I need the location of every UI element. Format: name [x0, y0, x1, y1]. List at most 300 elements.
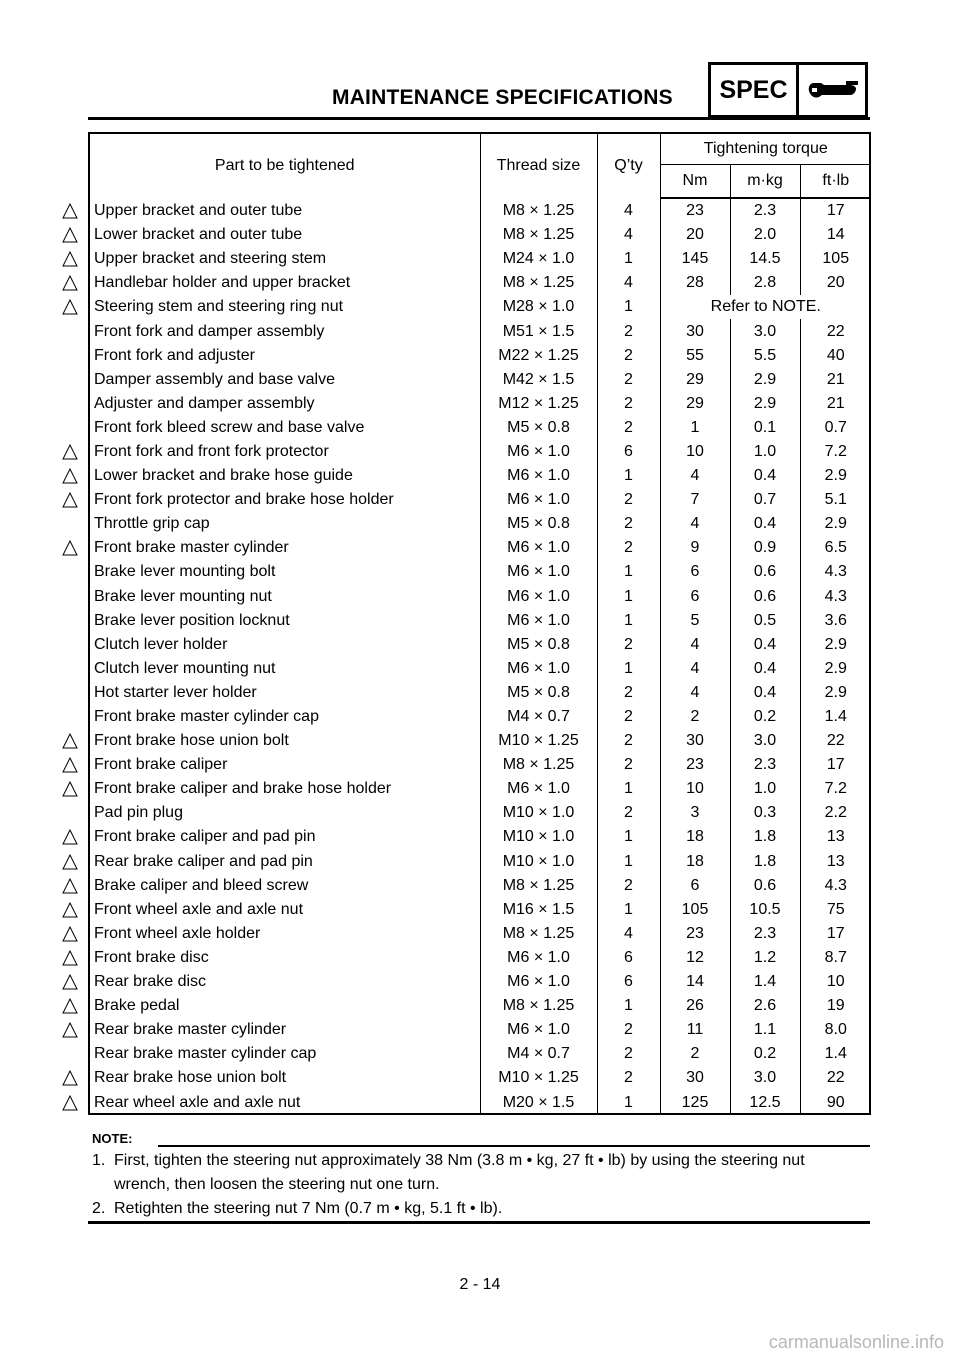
wrench-icon: [806, 73, 862, 109]
cell-nm: 30: [660, 319, 730, 343]
loctite-triangle-icon: [62, 203, 78, 219]
cell-nm: 55: [660, 344, 730, 368]
cell-qty: 1: [597, 657, 660, 681]
cell-nm: 6: [660, 585, 730, 609]
table-row: [90, 1066, 871, 1090]
cell-part: Front wheel axle holder: [94, 924, 261, 942]
cell-qty: 1: [597, 585, 660, 609]
table-row: [90, 681, 871, 705]
cell-ftlb: 13: [800, 825, 871, 849]
cell-ftlb: 2.9: [800, 681, 871, 705]
table-row: [90, 970, 871, 994]
cell-thread: M51 × 1.5: [480, 319, 597, 343]
cell-qty: 2: [597, 488, 660, 512]
cell-part: Front brake caliper and brake hose holder: [94, 780, 392, 798]
cell-qty: 2: [597, 681, 660, 705]
cell-mkg: 2.6: [730, 994, 800, 1018]
table-row: [90, 729, 871, 753]
cell-thread: M4 × 0.7: [480, 1042, 597, 1066]
cell-nm: 28: [660, 271, 730, 295]
cell-qty: 2: [597, 416, 660, 440]
cell-nm: 6: [660, 560, 730, 584]
cell-ftlb: 17: [800, 922, 871, 946]
table-row: [90, 1018, 871, 1042]
cell-part: Front brake master cylinder cap: [94, 708, 319, 726]
cell-mkg: 0.5: [730, 609, 800, 633]
cell-nm: 30: [660, 729, 730, 753]
cell-nm: 125: [660, 1090, 730, 1114]
cell-qty: 2: [597, 729, 660, 753]
cell-ftlb: 19: [800, 994, 871, 1018]
cell-mkg: 0.2: [730, 705, 800, 729]
cell-thread: M12 × 1.25: [480, 392, 597, 416]
loctite-triangle-icon: [62, 468, 78, 484]
loctite-triangle-icon: [62, 926, 78, 942]
cell-ftlb: 13: [800, 850, 871, 874]
cell-ftlb: 2.9: [800, 633, 871, 657]
cell-nm: 4: [660, 657, 730, 681]
loctite-triangle-icon: [62, 733, 78, 749]
cell-nm: 145: [660, 247, 730, 271]
table-row: [90, 247, 871, 271]
cell-ftlb: 6.5: [800, 536, 871, 560]
spec-label: SPEC: [711, 65, 799, 115]
col-header-qty: Q’ty: [597, 134, 660, 198]
cell-qty: 6: [597, 970, 660, 994]
cell-mkg: 2.9: [730, 368, 800, 392]
cell-mkg: 2.3: [730, 198, 800, 223]
cell-ftlb: 90: [800, 1090, 871, 1114]
cell-thread: M8 × 1.25: [480, 271, 597, 295]
note-text: wrench, then loosen the steering nut one turn.: [114, 1176, 440, 1193]
cell-mkg: 2.9: [730, 392, 800, 416]
col-header-ftlb: ft·lb: [800, 165, 871, 199]
cell-mkg: 0.6: [730, 874, 800, 898]
col-header-torque: Tightening torque: [660, 134, 871, 165]
cell-nm: 23: [660, 198, 730, 223]
cell-ftlb: 5.1: [800, 488, 871, 512]
cell-qty: 2: [597, 1018, 660, 1042]
cell-nm: 2: [660, 1042, 730, 1066]
table-row: [90, 1090, 871, 1114]
cell-qty: 6: [597, 946, 660, 970]
cell-part: Front fork bleed screw and base valve: [94, 418, 365, 436]
table-row: [90, 801, 871, 825]
cell-ftlb: 2.9: [800, 512, 871, 536]
loctite-triangle-icon: [62, 299, 78, 315]
cell-nm: 4: [660, 464, 730, 488]
loctite-triangle-icon: [62, 275, 78, 291]
cell-thread: M20 × 1.5: [480, 1090, 597, 1114]
cell-thread: M6 × 1.0: [480, 946, 597, 970]
cell-qty: 2: [597, 392, 660, 416]
cell-qty: 1: [597, 777, 660, 801]
cell-qty: 1: [597, 825, 660, 849]
cell-part: Rear brake caliper and pad pin: [94, 852, 313, 870]
cell-nm: 23: [660, 922, 730, 946]
table-row: [90, 777, 871, 801]
page-title: MAINTENANCE SPECIFICATIONS: [332, 86, 673, 109]
col-header-thread: Thread size: [480, 134, 597, 198]
cell-mkg: 0.4: [730, 681, 800, 705]
cell-thread: M6 × 1.0: [480, 488, 597, 512]
cell-qty: 2: [597, 1066, 660, 1090]
note-title: NOTE:: [92, 1131, 133, 1146]
table-row: [90, 271, 871, 295]
cell-qty: 1: [597, 898, 660, 922]
cell-thread: M8 × 1.25: [480, 223, 597, 247]
loctite-triangle-icon: [62, 540, 78, 556]
cell-part: Brake caliper and bleed screw: [94, 876, 309, 894]
cell-qty: 2: [597, 319, 660, 343]
cell-mkg: 0.1: [730, 416, 800, 440]
cell-part: Upper bracket and steering stem: [94, 250, 327, 268]
cell-thread: M6 × 1.0: [480, 464, 597, 488]
cell-qty: 1: [597, 560, 660, 584]
table-row: [90, 464, 871, 488]
cell-thread: M6 × 1.0: [480, 560, 597, 584]
table-row: [90, 368, 871, 392]
cell-qty: 2: [597, 368, 660, 392]
cell-nm: 5: [660, 609, 730, 633]
cell-ftlb: 22: [800, 729, 871, 753]
cell-mkg: 12.5: [730, 1090, 800, 1114]
cell-thread: M24 × 1.0: [480, 247, 597, 271]
cell-mkg: 0.4: [730, 657, 800, 681]
cell-part: Damper assembly and base valve: [94, 370, 336, 388]
cell-part: Lower bracket and outer tube: [94, 226, 303, 244]
cell-part: Front brake caliper: [94, 756, 228, 774]
table-row: [90, 753, 871, 777]
cell-qty: 2: [597, 753, 660, 777]
cell-thread: M42 × 1.5: [480, 368, 597, 392]
cell-mkg: 0.9: [730, 536, 800, 560]
cell-qty: 1: [597, 295, 660, 319]
cell-mkg: 2.0: [730, 223, 800, 247]
cell-part: Front wheel axle and axle nut: [94, 900, 304, 918]
cell-thread: M10 × 1.0: [480, 825, 597, 849]
table-row: [90, 295, 871, 319]
table-row: [90, 1042, 871, 1066]
torque-spec-table: [90, 134, 871, 1115]
cell-nm: 11: [660, 1018, 730, 1042]
cell-mkg: 2.8: [730, 271, 800, 295]
cell-mkg: 2.3: [730, 922, 800, 946]
cell-mkg: 1.0: [730, 777, 800, 801]
cell-qty: 1: [597, 247, 660, 271]
cell-mkg: 2.3: [730, 753, 800, 777]
cell-thread: M10 × 1.0: [480, 801, 597, 825]
cell-part: Adjuster and damper assembly: [94, 394, 315, 412]
cell-part: Front fork and adjuster: [94, 346, 255, 364]
table-row: [90, 946, 871, 970]
note-text: Retighten the steering nut 7 Nm (0.7 m • kg, 5.1 ft • lb).: [114, 1200, 503, 1217]
cell-thread: M10 × 1.0: [480, 850, 597, 874]
cell-part: Clutch lever holder: [94, 635, 228, 653]
note-text: First, tighten the steering nut approximately 38 Nm (3.8 m • kg, 27 ft • lb) by using the steering nut: [114, 1152, 805, 1169]
loctite-triangle-icon: [62, 829, 78, 845]
cell-ftlb: 21: [800, 392, 871, 416]
cell-qty: 2: [597, 344, 660, 368]
note-item: [92, 1173, 870, 1197]
table-row: [90, 440, 871, 464]
cell-qty: 2: [597, 705, 660, 729]
cell-nm: 4: [660, 681, 730, 705]
cell-part: Brake lever mounting bolt: [94, 563, 276, 581]
page-number: 2 - 14: [459, 1276, 501, 1293]
note-number: 2.: [92, 1200, 106, 1217]
cell-mkg: 10.5: [730, 898, 800, 922]
cell-mkg: 1.0: [730, 440, 800, 464]
cell-part: Throttle grip cap: [94, 515, 210, 533]
cell-part: Front brake master cylinder: [94, 539, 289, 557]
cell-ftlb: 4.3: [800, 874, 871, 898]
cell-thread: M8 × 1.25: [480, 922, 597, 946]
cell-mkg: 3.0: [730, 319, 800, 343]
table-row: [90, 898, 871, 922]
spec-badge: [708, 62, 868, 118]
loctite-triangle-icon: [62, 757, 78, 773]
table-row: [90, 488, 871, 512]
table-row: [90, 609, 871, 633]
cell-ftlb: 4.3: [800, 560, 871, 584]
cell-thread: M4 × 0.7: [480, 705, 597, 729]
cell-qty: 2: [597, 801, 660, 825]
cell-thread: M6 × 1.0: [480, 440, 597, 464]
cell-qty: 2: [597, 1042, 660, 1066]
cell-mkg: 0.2: [730, 1042, 800, 1066]
cell-ftlb: 7.2: [800, 777, 871, 801]
cell-ftlb: 10: [800, 970, 871, 994]
cell-nm: 2: [660, 705, 730, 729]
cell-qty: 1: [597, 1090, 660, 1114]
cell-nm: 18: [660, 825, 730, 849]
cell-mkg: 3.0: [730, 729, 800, 753]
table-row: [90, 825, 871, 849]
cell-part: Front brake hose union bolt: [94, 732, 289, 750]
cell-nm: 12: [660, 946, 730, 970]
cell-qty: 2: [597, 633, 660, 657]
cell-part: Rear brake master cylinder cap: [94, 1045, 317, 1063]
cell-ftlb: 17: [800, 753, 871, 777]
cell-mkg: 3.0: [730, 1066, 800, 1090]
cell-qty: 4: [597, 223, 660, 247]
table-row: [90, 536, 871, 560]
cell-mkg: 5.5: [730, 344, 800, 368]
cell-thread: M5 × 0.8: [480, 633, 597, 657]
table-row: [90, 319, 871, 343]
cell-ftlb: 3.6: [800, 609, 871, 633]
cell-part: Rear brake disc: [94, 973, 207, 991]
cell-thread: M5 × 0.8: [480, 681, 597, 705]
cell-thread: M6 × 1.0: [480, 777, 597, 801]
cell-ftlb: 8.7: [800, 946, 871, 970]
cell-part: Handlebar holder and upper bracket: [94, 274, 351, 292]
cell-mkg: 14.5: [730, 247, 800, 271]
table-row: [90, 657, 871, 681]
cell-qty: 1: [597, 994, 660, 1018]
loctite-triangle-icon: [62, 227, 78, 243]
table-row: [90, 560, 871, 584]
cell-part: Steering stem and steering ring nut: [94, 298, 344, 316]
loctite-triangle-icon: [62, 781, 78, 797]
cell-mkg: 1.8: [730, 850, 800, 874]
cell-ftlb: 2.9: [800, 657, 871, 681]
cell-thread: M10 × 1.25: [480, 1066, 597, 1090]
cell-nm: 26: [660, 994, 730, 1018]
cell-qty: 1: [597, 464, 660, 488]
cell-nm: 10: [660, 440, 730, 464]
cell-mkg: 0.6: [730, 560, 800, 584]
cell-part: Front brake caliper and pad pin: [94, 828, 316, 846]
note-number: 1.: [92, 1152, 106, 1169]
cell-nm: 4: [660, 512, 730, 536]
cell-qty: 4: [597, 198, 660, 223]
note-bottom-rule: [88, 1221, 870, 1224]
note-item: [92, 1197, 870, 1221]
loctite-triangle-icon: [62, 1022, 78, 1038]
cell-thread: M8 × 1.25: [480, 198, 597, 223]
cell-nm: 6: [660, 874, 730, 898]
cell-nm: 18: [660, 850, 730, 874]
table-row: [90, 223, 871, 247]
cell-nm: 29: [660, 392, 730, 416]
cell-part: Front fork and front fork protector: [94, 442, 329, 460]
loctite-triangle-icon: [62, 492, 78, 508]
cell-ftlb: 4.3: [800, 585, 871, 609]
table-row: [90, 512, 871, 536]
cell-nm: 30: [660, 1066, 730, 1090]
cell-part: Rear brake hose union bolt: [94, 1069, 287, 1087]
table-row: [90, 633, 871, 657]
cell-mkg: 1.8: [730, 825, 800, 849]
cell-qty: 2: [597, 536, 660, 560]
cell-ftlb: 1.4: [800, 705, 871, 729]
cell-ftlb: 105: [800, 247, 871, 271]
cell-qty: 6: [597, 440, 660, 464]
cell-mkg: 0.4: [730, 464, 800, 488]
cell-nm: 3: [660, 801, 730, 825]
cell-ftlb: 7.2: [800, 440, 871, 464]
table-row: [90, 850, 871, 874]
cell-part: Rear brake master cylinder: [94, 1021, 287, 1039]
table-row: [90, 416, 871, 440]
cell-part: Front fork protector and brake hose holder: [94, 491, 394, 509]
table-row: [90, 874, 871, 898]
table-row: [90, 344, 871, 368]
cell-thread: M22 × 1.25: [480, 344, 597, 368]
cell-part: Hot starter lever holder: [94, 683, 257, 701]
cell-thread: M8 × 1.25: [480, 874, 597, 898]
note-item: [92, 1149, 870, 1173]
cell-part: Brake lever mounting nut: [94, 587, 272, 605]
table-row: [90, 705, 871, 729]
loctite-triangle-icon: [62, 998, 78, 1014]
cell-mkg: 0.4: [730, 512, 800, 536]
cell-mkg: 1.2: [730, 946, 800, 970]
cell-thread: M16 × 1.5: [480, 898, 597, 922]
cell-qty: 2: [597, 512, 660, 536]
cell-mkg: 1.4: [730, 970, 800, 994]
cell-nm: 4: [660, 633, 730, 657]
cell-ftlb: 2.9: [800, 464, 871, 488]
cell-qty: 2: [597, 874, 660, 898]
cell-mkg: 0.4: [730, 633, 800, 657]
table-row: [90, 922, 871, 946]
cell-ftlb: 20: [800, 271, 871, 295]
cell-nm: 1: [660, 416, 730, 440]
cell-part: Clutch lever mounting nut: [94, 659, 276, 677]
cell-thread: M6 × 1.0: [480, 1018, 597, 1042]
cell-qty: 4: [597, 271, 660, 295]
table-row: [90, 994, 871, 1018]
cell-thread: M5 × 0.8: [480, 512, 597, 536]
cell-ftlb: 2.2: [800, 801, 871, 825]
cell-part: Brake pedal: [94, 997, 180, 1015]
cell-torque-note: Refer to NOTE.: [660, 295, 871, 319]
note-rule: [158, 1145, 870, 1147]
cell-thread: M6 × 1.0: [480, 657, 597, 681]
cell-nm: 20: [660, 223, 730, 247]
cell-thread: M28 × 1.0: [480, 295, 597, 319]
cell-part: Brake lever position locknut: [94, 611, 290, 629]
cell-thread: M6 × 1.0: [480, 585, 597, 609]
cell-qty: 1: [597, 609, 660, 633]
cell-nm: 7: [660, 488, 730, 512]
loctite-triangle-icon: [62, 950, 78, 966]
cell-part: Front brake disc: [94, 948, 209, 966]
cell-nm: 14: [660, 970, 730, 994]
cell-ftlb: 14: [800, 223, 871, 247]
cell-nm: 105: [660, 898, 730, 922]
loctite-triangle-icon: [62, 444, 78, 460]
loctite-triangle-icon: [62, 1070, 78, 1086]
cell-ftlb: 0.7: [800, 416, 871, 440]
cell-mkg: 0.3: [730, 801, 800, 825]
loctite-triangle-icon: [62, 251, 78, 267]
loctite-triangle-icon: [62, 1095, 78, 1111]
cell-thread: M8 × 1.25: [480, 994, 597, 1018]
table-row: [90, 198, 871, 223]
table-row: [90, 392, 871, 416]
cell-thread: M6 × 1.0: [480, 970, 597, 994]
cell-qty: 1: [597, 850, 660, 874]
cell-qty: 4: [597, 922, 660, 946]
cell-thread: M6 × 1.0: [480, 536, 597, 560]
col-header-mkg: m·kg: [730, 165, 800, 199]
cell-ftlb: 1.4: [800, 1042, 871, 1066]
cell-ftlb: 22: [800, 319, 871, 343]
col-header-nm: Nm: [660, 165, 730, 199]
table-row: [90, 585, 871, 609]
cell-thread: M10 × 1.25: [480, 729, 597, 753]
cell-ftlb: 75: [800, 898, 871, 922]
cell-mkg: 0.6: [730, 585, 800, 609]
loctite-triangle-icon: [62, 974, 78, 990]
cell-ftlb: 17: [800, 198, 871, 223]
cell-part: Front fork and damper assembly: [94, 322, 325, 340]
cell-thread: M8 × 1.25: [480, 753, 597, 777]
cell-nm: 9: [660, 536, 730, 560]
cell-thread: M6 × 1.0: [480, 609, 597, 633]
cell-ftlb: 40: [800, 344, 871, 368]
cell-part: Upper bracket and outer tube: [94, 201, 303, 219]
cell-nm: 10: [660, 777, 730, 801]
cell-part: Rear wheel axle and axle nut: [94, 1093, 301, 1111]
cell-nm: 29: [660, 368, 730, 392]
cell-part: Pad pin plug: [94, 804, 183, 822]
loctite-triangle-icon: [62, 902, 78, 918]
